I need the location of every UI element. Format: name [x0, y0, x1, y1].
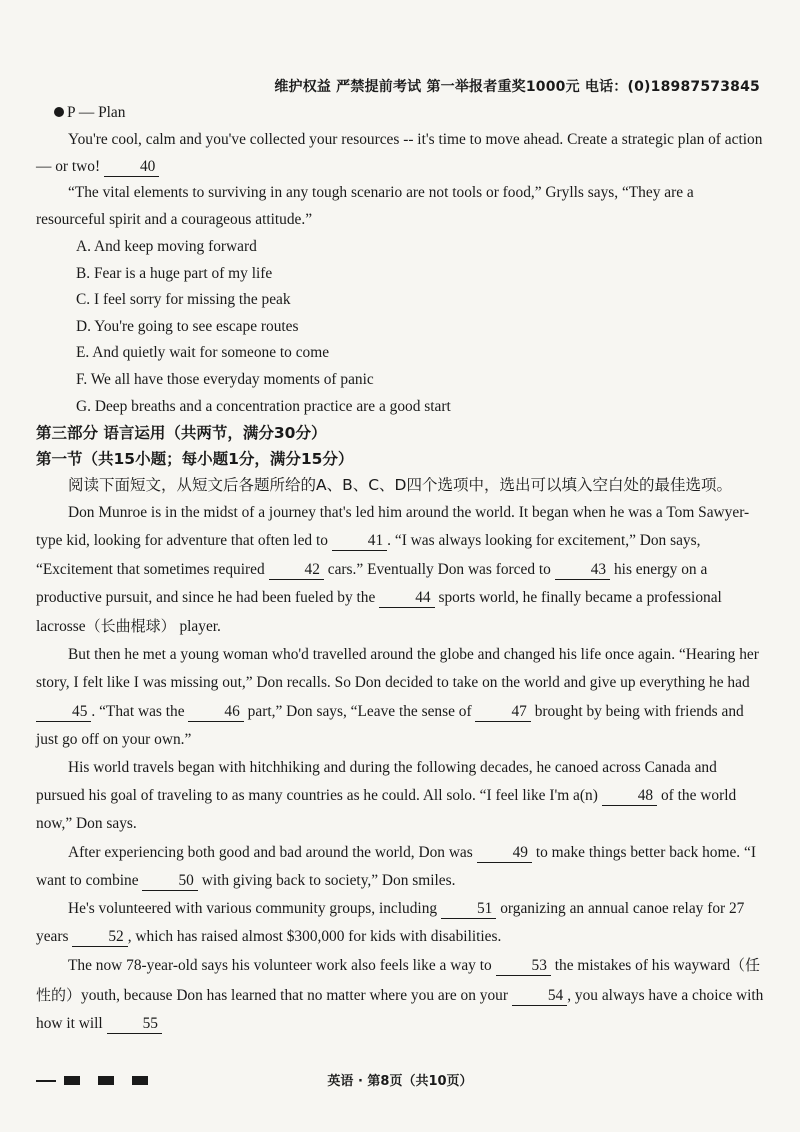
- paragraph-text: with giving back to society,” Don smiles.: [201, 871, 456, 889]
- paragraph-text: part,” Don says, “Leave the sense of: [247, 702, 472, 720]
- blank-48[interactable]: 48: [602, 787, 657, 806]
- plan-paragraph-2: “The vital elements to surviving in any tough scenario are not tools or food,” Grylls says, “They are a resourceful spirit and a courageous attitude.”: [36, 184, 694, 229]
- option-text: Fear is a huge part of my life: [93, 264, 273, 282]
- blank-47[interactable]: 47: [475, 703, 530, 722]
- blank-52[interactable]: 52: [72, 928, 127, 947]
- passage-paragraph-3: [36, 754, 766, 839]
- option-text: I feel sorry for missing the peak: [93, 291, 291, 309]
- blank-44[interactable]: 44: [379, 589, 434, 608]
- header-warning-note: 维护权益 严禁提前考试 第一举报者重奖1000元 电话：(0)18987573845: [274, 79, 760, 95]
- paragraph-text: sports world, he finally became a professional lacrosse: [36, 588, 722, 635]
- chinese-gloss: （任性的）: [36, 956, 761, 1004]
- option-letter: D.: [76, 317, 91, 335]
- paragraph-text: But then he met a young woman who'd travelled around the globe and changed his life once again. “Hearing her story, I felt like I was missing out,” Don recalls. So Don decided to take on the world and give up everything he had: [36, 646, 759, 692]
- paragraph-text: He's volunteered with various community groups, including: [68, 899, 438, 917]
- passage-paragraph-1: [36, 499, 766, 641]
- paragraph-text: cars.” Eventually Don was forced to: [327, 560, 551, 578]
- option-letter: E.: [76, 344, 90, 362]
- blank-46[interactable]: 46: [188, 703, 243, 722]
- blank-54[interactable]: 54: [512, 987, 567, 1006]
- blank-42[interactable]: 42: [269, 561, 324, 580]
- paragraph-text: of the world now,” Don says.: [36, 787, 737, 833]
- part3-title: 第三部分 语言运用（共两节，满分30分）: [36, 424, 327, 443]
- paragraph-text: His world travels began with hitchhiking and during the following decades, he canoed across Canada and pursued his goal of traveling to as many countries as he could. All solo. “I feel like I'm a(n): [36, 758, 717, 805]
- page-content: [36, 100, 766, 1038]
- option-letter: F.: [76, 370, 88, 388]
- paragraph-text: youth, because Don has learned that no matter where you are on your: [81, 986, 508, 1004]
- paragraph-text: You're cool, calm and you've collected your resources -- it's time to move ahead. Create a strategic plan of action — or two!: [36, 130, 763, 175]
- passage-paragraph-2: [36, 641, 766, 754]
- passage-paragraph-4: [36, 839, 766, 895]
- paragraph-text: the mistakes of his wayward: [554, 957, 731, 975]
- option-text: You're going to see escape routes: [94, 317, 299, 335]
- bullet-icon: [54, 107, 64, 117]
- chinese-gloss: （长曲棍球）: [85, 616, 176, 635]
- option-c[interactable]: [36, 287, 766, 314]
- paragraph-text: The now 78-year-old says his volunteer work also feels like a way to: [68, 957, 492, 975]
- paragraph-text: player.: [179, 617, 221, 635]
- cloze-passage: [36, 499, 766, 1038]
- option-d[interactable]: [36, 314, 766, 341]
- paragraph-text: . “I was always looking for excitement,” Don says, “Excitement that sometimes required: [36, 532, 701, 578]
- option-e[interactable]: [36, 340, 766, 367]
- option-letter: C.: [76, 291, 91, 309]
- blank-40[interactable]: 40: [104, 158, 159, 177]
- option-letter: B.: [76, 264, 91, 282]
- option-text: Deep breaths and a concentration practice are a good start: [94, 397, 451, 415]
- page-number-label: 英语 · 第8页（共10页）: [327, 1074, 473, 1089]
- option-b[interactable]: [36, 261, 766, 288]
- passage-paragraph-6: [36, 951, 766, 1038]
- blank-43[interactable]: 43: [555, 561, 610, 580]
- paragraph-text: to make things better back home. “I want to combine: [36, 843, 756, 889]
- option-text: And quietly wait for someone to come: [92, 344, 330, 362]
- option-a[interactable]: [36, 234, 766, 261]
- paragraph-text: brought by being with friends and just go off on your own.”: [36, 702, 744, 748]
- plan-paragraph-1: [36, 127, 766, 181]
- instructions: 阅读下面短文，从短文后各题所给的A、B、C、D四个选项中，选出可以填入空白处的最佳选项。: [68, 476, 732, 495]
- paragraph-text: organizing an annual canoe relay for 27 years: [36, 899, 745, 946]
- blank-51[interactable]: 51: [441, 900, 496, 919]
- options-list: [36, 234, 766, 420]
- paragraph-text: Don Munroe is in the midst of a journey that's led him around the world. It began when he was a Tom Sawyer-type kid, looking for adventure that often led to: [36, 504, 750, 550]
- blank-45[interactable]: 45: [36, 703, 91, 722]
- blank-50[interactable]: 50: [142, 872, 197, 891]
- paragraph-text: , you always have a choice with how it will: [36, 986, 764, 1032]
- option-letter: G.: [76, 397, 91, 415]
- option-text: And keep moving forward: [93, 237, 257, 255]
- blank-41[interactable]: 41: [332, 532, 387, 551]
- section1-title: 第一节（共15小题；每小题1分，满分15分）: [36, 450, 354, 469]
- option-f[interactable]: [36, 367, 766, 394]
- paragraph-text: After experiencing both good and bad around the world, Don was: [68, 843, 473, 861]
- section-heading-label: P — Plan: [67, 104, 126, 121]
- blank-49[interactable]: 49: [477, 844, 532, 863]
- passage-paragraph-5: [36, 895, 766, 951]
- paragraph-text: , which has raised almost $300,000 for kids with disabilities.: [127, 928, 502, 946]
- blank-53[interactable]: 53: [496, 957, 551, 976]
- section-heading-plan: [36, 100, 766, 127]
- blank-55[interactable]: 55: [107, 1015, 162, 1034]
- page-footer: [0, 1070, 800, 1100]
- option-letter: A.: [76, 237, 91, 255]
- option-g[interactable]: [36, 394, 766, 421]
- option-text: We all have those everyday moments of panic: [90, 370, 374, 388]
- paragraph-text: . “That was the: [91, 702, 185, 720]
- paragraph-text: his energy on a productive pursuit, and since he had been fueled by the: [36, 560, 708, 606]
